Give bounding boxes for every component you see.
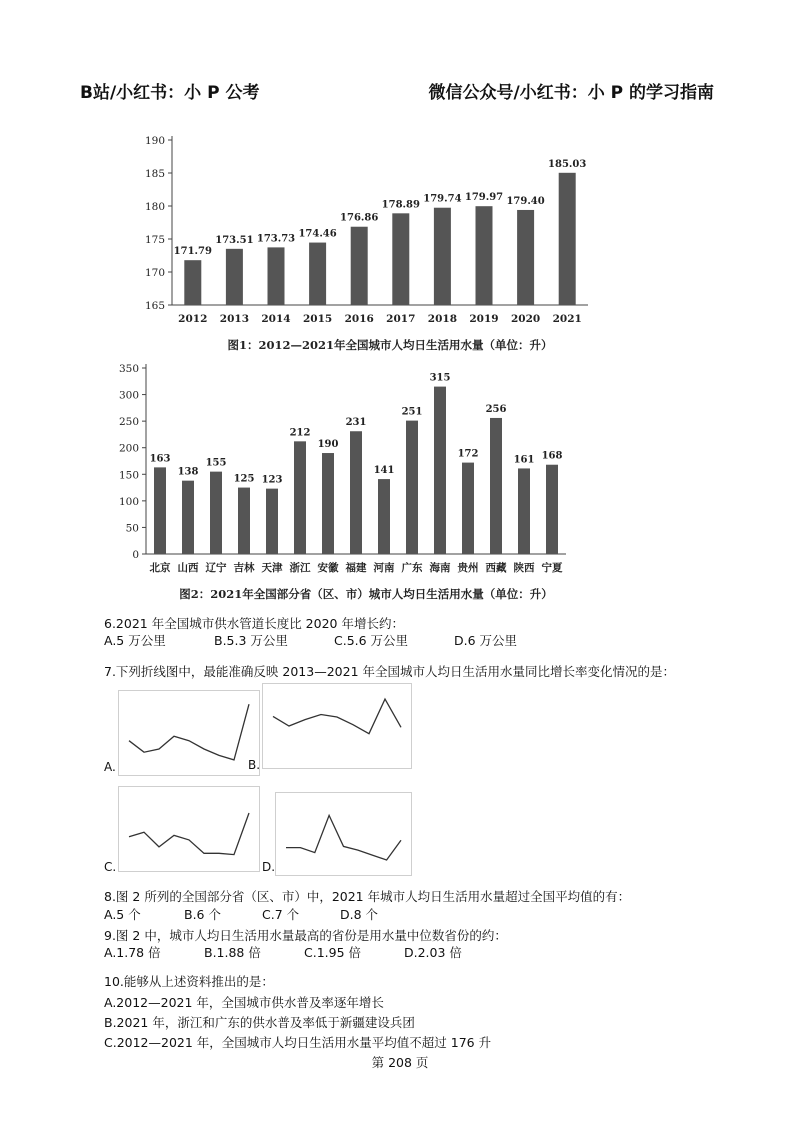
bar	[184, 260, 201, 305]
bar	[210, 472, 222, 554]
data-label: 155	[205, 457, 227, 469]
bar	[434, 387, 446, 554]
y-tick-label: 190	[144, 135, 165, 147]
bar	[518, 468, 530, 554]
page-number: 第 208 页	[371, 1055, 429, 1070]
question-6: 6.2021 年全国城市供水管道长度比 2020 年增长约：	[104, 616, 404, 631]
bar	[309, 243, 326, 305]
data-label: 251	[401, 406, 423, 418]
q6-option-d[interactable]: D.6 万公里	[454, 633, 518, 648]
q8-option-a[interactable]: A.5 个	[104, 907, 141, 922]
q9-option-c[interactable]: C.1.95 倍	[304, 945, 362, 960]
q7-option-c-label[interactable]: C.	[104, 860, 117, 874]
x-tick-label: 2013	[219, 313, 250, 325]
q7-line-b	[273, 699, 401, 734]
q9-option-a[interactable]: A.1.78 倍	[104, 945, 161, 960]
q8-option-c[interactable]: C.7 个	[262, 907, 300, 922]
y-tick-label: 185	[144, 168, 165, 180]
data-label: 173.51	[215, 234, 254, 246]
y-tick-label: 180	[144, 201, 165, 213]
q7-line-chart-a[interactable]	[118, 690, 260, 776]
data-label: 231	[345, 417, 367, 429]
data-label: 179.97	[464, 192, 504, 204]
data-label: 212	[289, 427, 311, 439]
q6-option-c[interactable]: C.5.6 万公里	[334, 633, 409, 648]
data-label: 185.03	[548, 158, 587, 170]
x-tick-label: 2017	[386, 313, 416, 325]
x-tick-label: 2012	[178, 313, 208, 325]
bar	[268, 247, 285, 305]
chart-province-water-usage-2021	[0, 362, 800, 610]
bar	[238, 488, 250, 554]
header-right: 微信公众号/小红书：小 P 的学习指南	[428, 83, 714, 103]
bar	[434, 208, 451, 305]
x-tick-label: 北京	[149, 562, 171, 574]
data-label: 178.89	[381, 199, 420, 211]
q7-line-chart-d[interactable]	[275, 792, 412, 876]
chart-water-usage-2012-2021	[0, 130, 800, 360]
data-label: 168	[541, 450, 563, 462]
bar	[378, 479, 390, 554]
x-tick-label: 西藏	[485, 562, 507, 574]
x-tick-label: 2014	[261, 313, 291, 325]
x-tick-label: 2015	[302, 313, 333, 325]
question-10: 10.能够从上述资料推出的是：	[104, 974, 274, 989]
q10-option-c[interactable]: C.2012—2021 年，全国城市人均日生活用水量平均值不超过 176 升	[104, 1035, 492, 1050]
data-label: 141	[373, 465, 395, 477]
bar	[490, 418, 502, 554]
x-tick-label: 浙江	[289, 562, 311, 574]
bar	[350, 431, 362, 554]
bar	[406, 421, 418, 554]
data-label: 174.46	[298, 228, 337, 240]
bar	[476, 206, 493, 305]
q7-option-d-label[interactable]: D.	[262, 860, 276, 874]
y-tick-label: 170	[144, 267, 165, 279]
y-tick-label: 300	[118, 389, 139, 402]
x-tick-label: 天津	[261, 562, 283, 574]
y-tick-label: 175	[144, 234, 165, 246]
data-label: 171.79	[173, 246, 212, 258]
q9-option-d[interactable]: D.2.03 倍	[404, 945, 462, 960]
bar	[546, 465, 558, 554]
y-tick-label: 150	[118, 469, 139, 482]
bar	[182, 481, 194, 554]
x-tick-label: 2018	[427, 313, 458, 325]
q7-line-chart-b[interactable]	[262, 683, 412, 769]
q10-option-b[interactable]: B.2021 年，浙江和广东的供水普及率低于新疆建设兵团	[104, 1015, 415, 1030]
x-tick-label: 安徽	[317, 562, 339, 574]
q7-option-b-label[interactable]: B.	[248, 758, 261, 772]
data-label: 173.73	[256, 233, 296, 245]
q8-option-b[interactable]: B.6 个	[184, 907, 221, 922]
data-label: 315	[429, 372, 451, 384]
question-7: 7.下列折线图中，最能准确反映 2013—2021 年全国城市人均日生活用水量同比增长率变化情况的是：	[104, 664, 675, 679]
data-label: 179.40	[506, 195, 545, 207]
x-tick-label: 贵州	[457, 562, 479, 574]
chart-title: 图2：2021年全国部分省（区、市）城市人均日生活用水量（单位：升）	[179, 587, 553, 601]
data-label: 123	[261, 474, 283, 486]
x-tick-label: 陕西	[513, 562, 535, 574]
bar	[266, 489, 278, 554]
bar	[559, 173, 576, 305]
question-8: 8.图 2 所列的全国部分省（区、市）中，2021 年城市人均日生活用水量超过全国平均值的有：	[104, 889, 631, 904]
q8-option-d[interactable]: D.8 个	[340, 907, 379, 922]
q7-line-chart-c[interactable]	[118, 786, 260, 872]
y-tick-label: 165	[144, 300, 165, 312]
data-label: 190	[317, 439, 339, 451]
data-label: 161	[513, 454, 535, 466]
q7-line-c	[129, 813, 249, 855]
data-label: 125	[233, 473, 255, 485]
q10-option-a[interactable]: A.2012—2021 年，全国城市供水普及率逐年增长	[104, 995, 384, 1010]
x-tick-label: 2021	[552, 313, 582, 325]
x-tick-label: 宁夏	[541, 562, 563, 574]
bar	[322, 453, 334, 554]
x-tick-label: 福建	[345, 562, 367, 574]
x-tick-label: 2020	[510, 313, 541, 325]
header-left: B站/小红书：小 P 公考	[80, 83, 260, 103]
q7-option-a-label[interactable]: A.	[104, 760, 116, 774]
data-label: 138	[177, 466, 199, 478]
bar	[392, 213, 409, 305]
y-tick-label: 350	[118, 363, 139, 375]
data-label: 163	[149, 453, 171, 465]
y-tick-label: 100	[118, 495, 139, 508]
q6-option-a[interactable]: A.5 万公里	[104, 633, 166, 648]
y-tick-label: 200	[118, 442, 139, 455]
q6-option-b[interactable]: B.5.3 万公里	[214, 633, 288, 648]
bar	[462, 463, 474, 554]
y-tick-label: 0	[132, 549, 139, 561]
y-tick-label: 250	[118, 416, 139, 429]
data-label: 179.74	[423, 193, 462, 205]
chart-title: 图1：2012—2021年全国城市人均日生活用水量（单位：升）	[227, 338, 553, 352]
x-tick-label: 2019	[469, 313, 499, 325]
q7-line-a	[129, 704, 249, 760]
data-label: 172	[457, 448, 479, 460]
data-label: 256	[485, 403, 507, 415]
bar	[226, 249, 243, 305]
q7-line-d	[286, 815, 401, 860]
bar	[154, 467, 166, 554]
x-tick-label: 海南	[429, 562, 451, 574]
q9-option-b[interactable]: B.1.88 倍	[204, 945, 261, 960]
bar	[294, 441, 306, 554]
x-tick-label: 河南	[373, 562, 395, 574]
y-tick-label: 50	[125, 522, 139, 535]
x-tick-label: 2016	[344, 313, 374, 325]
bar	[517, 210, 534, 305]
bar	[351, 227, 368, 305]
x-tick-label: 广东	[401, 562, 423, 574]
question-9: 9.图 2 中，城市人均日生活用水量最高的省份是用水量中位数省份的约：	[104, 928, 507, 943]
x-tick-label: 辽宁	[205, 562, 227, 574]
x-tick-label: 吉林	[233, 562, 255, 574]
x-tick-label: 山西	[177, 562, 199, 574]
data-label: 176.86	[340, 212, 379, 224]
